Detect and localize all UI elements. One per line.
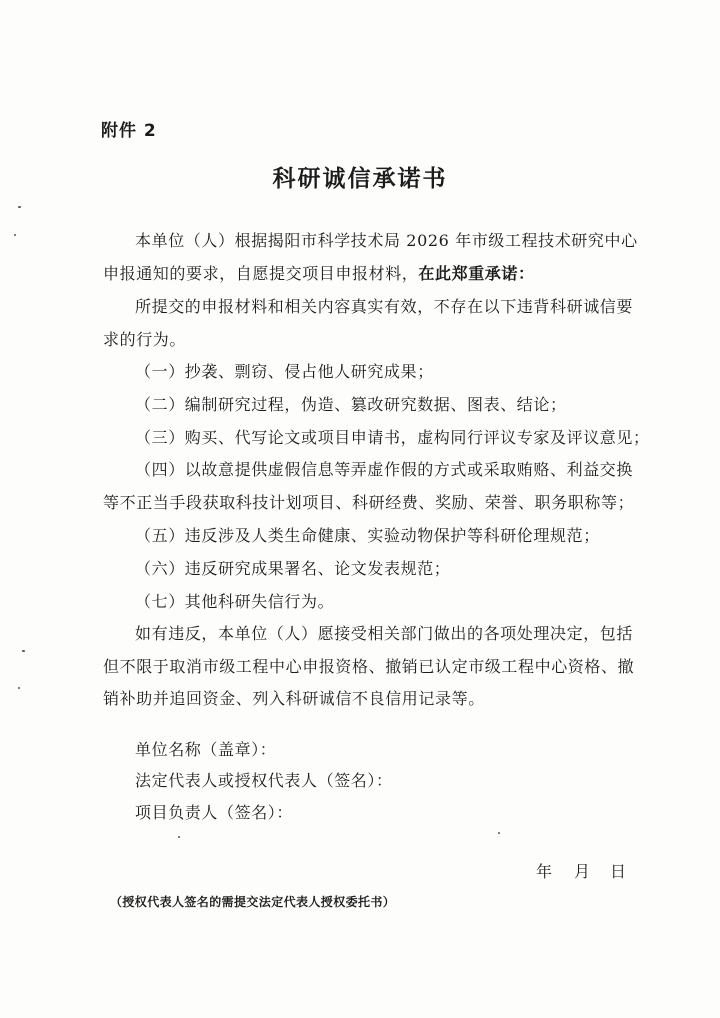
scan-speck — [178, 836, 180, 838]
paragraph-line: 申报通知的要求，自愿提交项目申报材料，在此郑重承诺： — [103, 264, 535, 283]
date-day: 日 — [610, 862, 627, 881]
list-item: （五）违反涉及人类生命健康、实验动物保护等科研伦理规范； — [135, 526, 600, 545]
list-item: （二）编制研究过程，伪造、篡改研究数据、图表、结论； — [135, 395, 567, 414]
scan-speck — [498, 832, 500, 834]
scan-speck — [22, 650, 25, 652]
project-lead-signature-line: 项目负责人（签名）： — [135, 803, 294, 822]
date-month: 月 — [574, 862, 591, 881]
document-title: 科研诚信承诺书 — [272, 165, 448, 192]
footnote: （授权代表人签名的需提交法定代表人授权委托书） — [110, 895, 396, 909]
scan-speck — [18, 206, 21, 208]
legal-rep-signature-line: 法定代表人或授权代表人（签名）： — [135, 771, 393, 790]
paragraph-line: 本单位（人）根据揭阳市科学技术局 2026 年市级工程技术研究中心 — [135, 231, 638, 250]
paragraph-line: 如有违反，本单位（人）愿接受相关部门做出的各项处理决定，包括 — [135, 624, 634, 643]
paragraph-line: 但不限于取消市级工程中心申报资格、撤销已认定市级工程中心资格、撤 — [103, 657, 635, 676]
list-item: （三）购买、代写论文或项目申请书，虚构同行评议专家及评议意见； — [135, 428, 650, 447]
list-item: （四）以故意提供虚假信息等弄虚作假的方式或采取贿赂、利益交换 — [135, 460, 634, 479]
list-item: （七）其他科研失信行为。 — [135, 592, 335, 611]
paragraph-line: 所提交的申报材料和相关内容真实有效，不存在以下违背科研诚信要 — [135, 297, 634, 316]
paragraph-line: 销补助并追回资金、列入科研诚信不良信用记录等。 — [103, 689, 485, 708]
commitment-emphasis: 在此郑重承诺： — [418, 264, 535, 283]
paragraph-line: 求的行为。 — [103, 330, 187, 349]
scan-speck — [14, 234, 16, 236]
scan-speck — [18, 687, 20, 689]
list-item-continued: 等不正当手段获取科技计划项目、科研经费、奖励、荣誉、职务职称等； — [103, 493, 635, 512]
list-item: （六）违反研究成果署名、论文发表规范； — [135, 559, 451, 578]
attachment-label: 附件 2 — [101, 121, 157, 141]
unit-name-signature-line: 单位名称（盖章）： — [135, 740, 277, 759]
list-item: （一）抄袭、剽窃、侵占他人研究成果； — [135, 362, 434, 381]
date-year: 年 — [536, 862, 553, 881]
date-line — [536, 859, 626, 882]
